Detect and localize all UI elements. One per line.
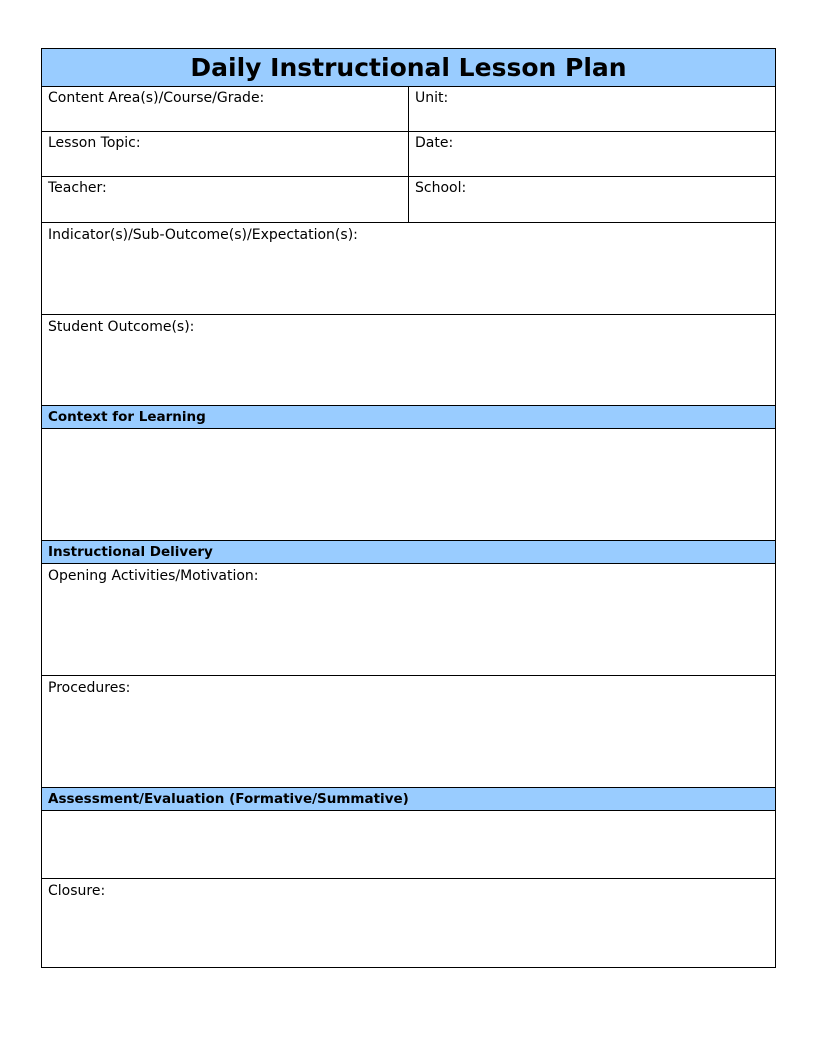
opening-activities-label: Opening Activities/Motivation:: [48, 568, 259, 584]
content-area-label: Content Area(s)/Course/Grade:: [48, 90, 265, 106]
context-section-label: Context for Learning: [48, 409, 206, 425]
unit-field[interactable]: [409, 87, 775, 131]
teacher-field[interactable]: [42, 177, 409, 222]
row-content-unit: [42, 87, 775, 132]
context-field[interactable]: [42, 429, 775, 541]
title-band: [42, 49, 775, 87]
teacher-label: Teacher:: [48, 180, 107, 196]
page-title: Daily Instructional Lesson Plan: [190, 53, 627, 82]
date-field[interactable]: [409, 132, 775, 176]
indicators-label: Indicator(s)/Sub-Outcome(s)/Expectation(s):: [48, 227, 358, 243]
opening-activities-field[interactable]: [42, 564, 775, 676]
lesson-topic-label: Lesson Topic:: [48, 135, 141, 151]
closure-field[interactable]: [42, 879, 775, 967]
procedures-field[interactable]: [42, 676, 775, 788]
closure-label: Closure:: [48, 883, 106, 899]
instructional-delivery-header: [42, 541, 775, 564]
context-section-header: [42, 406, 775, 429]
assessment-section-label: Assessment/Evaluation (Formative/Summative): [48, 791, 409, 807]
lesson-plan-form: [41, 48, 776, 968]
unit-label: Unit:: [415, 90, 449, 106]
student-outcomes-label: Student Outcome(s):: [48, 319, 195, 335]
lesson-topic-field[interactable]: [42, 132, 409, 176]
content-area-field[interactable]: [42, 87, 409, 131]
assessment-field[interactable]: [42, 811, 775, 879]
assessment-section-header: [42, 788, 775, 811]
row-topic-date: [42, 132, 775, 177]
school-label: School:: [415, 180, 467, 196]
instructional-delivery-label: Instructional Delivery: [48, 544, 213, 560]
school-field[interactable]: [409, 177, 775, 222]
date-label: Date:: [415, 135, 454, 151]
indicators-field[interactable]: [42, 223, 775, 315]
row-teacher-school: [42, 177, 775, 223]
student-outcomes-field[interactable]: [42, 315, 775, 406]
procedures-label: Procedures:: [48, 680, 131, 696]
